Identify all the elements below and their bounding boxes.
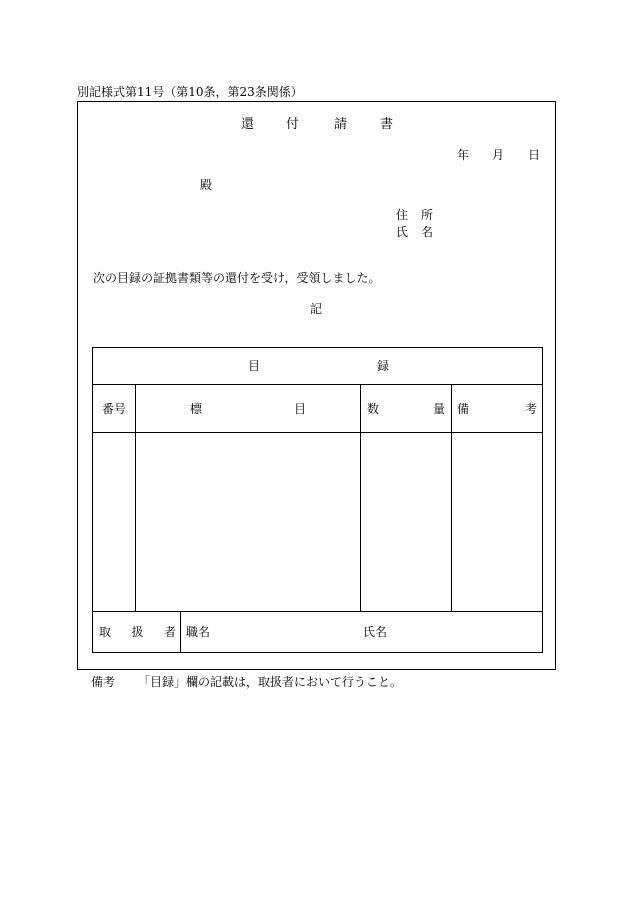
- form-number: 別記様式第11号（第10条，第23条関係）: [77, 85, 303, 99]
- header-remarks-char: 考: [524, 402, 537, 416]
- table-border: [92, 347, 543, 653]
- addressee-suffix: 殿: [200, 178, 213, 192]
- table-rule: [180, 611, 181, 653]
- title-char: 付: [286, 117, 300, 132]
- footnote-text: 「目録」欄の記載は，取扱者において行うこと。: [138, 675, 403, 689]
- footnote-label: 備考: [91, 675, 116, 689]
- header-quantity-char: 量: [432, 402, 445, 416]
- handler-label-char: 者: [163, 625, 176, 639]
- address-label-char: 所: [421, 208, 434, 222]
- title-char: 書: [380, 117, 394, 132]
- date-month-label: 月: [492, 148, 505, 162]
- name-label-char: 名: [421, 225, 434, 239]
- address-label-char: 住: [396, 208, 409, 222]
- table-rule: [92, 611, 543, 612]
- header-number: 番号: [102, 402, 127, 416]
- title-char: 還: [241, 117, 255, 132]
- table-rule: [451, 384, 452, 611]
- statement-text: 次の目録の証拠書類等の還付を受け，受領しました。: [93, 271, 381, 285]
- date-day-label: 日: [528, 148, 541, 162]
- header-item-char: 標: [190, 402, 203, 416]
- name-label-char: 氏: [396, 225, 409, 239]
- title-char: 請: [334, 117, 348, 132]
- header-remarks-char: 備: [457, 402, 470, 416]
- handler-label: [99, 626, 176, 638]
- handler-label-char: 取: [99, 625, 112, 639]
- date-year-label: 年: [457, 148, 470, 162]
- header-item: [190, 403, 306, 415]
- handler-position-label: 職名: [186, 625, 211, 639]
- table-rule: [135, 384, 136, 611]
- ki-mark: 記: [310, 302, 323, 316]
- caption-char: 目: [248, 359, 261, 373]
- header-item-char: 目: [293, 402, 306, 416]
- table-rule: [360, 384, 361, 611]
- header-quantity: [367, 403, 445, 415]
- handler-name-label: 氏名: [363, 625, 388, 639]
- header-quantity-char: 数: [367, 402, 380, 416]
- table-rule: [92, 432, 543, 433]
- table-rule: [92, 384, 543, 385]
- handler-label-char: 扱: [131, 625, 144, 639]
- caption-char: 録: [377, 359, 390, 373]
- header-remarks: [457, 403, 537, 415]
